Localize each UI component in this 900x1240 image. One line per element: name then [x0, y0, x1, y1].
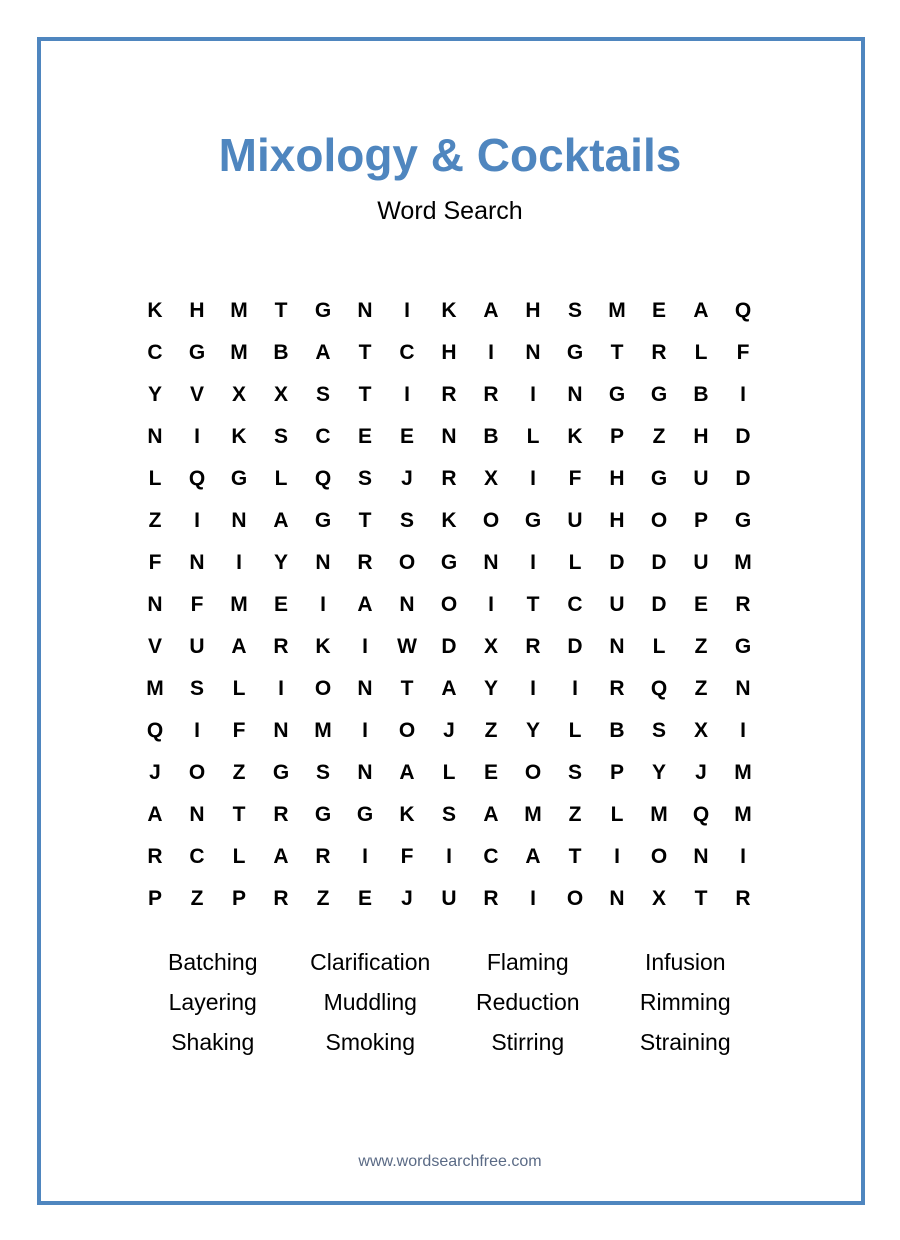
grid-letter[interactable]: R	[483, 383, 499, 406]
grid-letter[interactable]: P	[609, 425, 624, 448]
grid-letter[interactable]: Z	[568, 803, 582, 826]
grid-letter[interactable]: L	[148, 467, 162, 490]
grid-letter[interactable]: I	[530, 467, 536, 490]
grid-letter[interactable]: I	[530, 383, 536, 406]
grid-letter[interactable]: G	[356, 803, 374, 826]
grid-letter[interactable]: L	[274, 467, 288, 490]
word-list-item: Smoking	[325, 1028, 415, 1055]
grid-letter[interactable]: U	[693, 467, 709, 490]
grid-letter[interactable]: Y	[525, 719, 540, 742]
grid-letter[interactable]: L	[232, 677, 246, 700]
grid-letter[interactable]: N	[483, 551, 499, 574]
grid-letter[interactable]: I	[740, 383, 746, 406]
grid-letter[interactable]: E	[399, 425, 414, 448]
grid-letter[interactable]: K	[441, 509, 457, 532]
grid-letter[interactable]: N	[147, 425, 163, 448]
grid-letter[interactable]: T	[232, 803, 246, 826]
grid-letter[interactable]: J	[149, 761, 161, 784]
grid-letter[interactable]: D	[651, 551, 667, 574]
grid-letter[interactable]: I	[194, 719, 200, 742]
grid-letter[interactable]: M	[524, 803, 542, 826]
grid-letter[interactable]: Q	[146, 719, 164, 742]
grid-letter[interactable]: I	[194, 425, 200, 448]
grid-letter[interactable]: L	[526, 425, 540, 448]
grid-letter[interactable]: M	[230, 341, 248, 364]
grid-letter[interactable]: N	[189, 551, 205, 574]
word-list-item: Flaming	[486, 948, 569, 975]
grid-letter[interactable]: L	[568, 719, 582, 742]
grid-letter[interactable]: T	[526, 593, 540, 616]
grid-letter[interactable]: U	[609, 593, 625, 616]
grid-letter[interactable]: K	[399, 803, 415, 826]
word-list-item: Rimming	[639, 988, 731, 1015]
word-list-item: Layering	[168, 988, 257, 1015]
grid-letter[interactable]: Z	[190, 887, 204, 910]
grid-letter[interactable]: U	[441, 887, 457, 910]
grid-letter[interactable]: N	[315, 551, 331, 574]
grid-letter[interactable]: T	[610, 341, 624, 364]
grid-letter[interactable]: L	[652, 635, 666, 658]
grid-letter[interactable]: F	[736, 341, 750, 364]
grid-letter[interactable]: F	[568, 467, 582, 490]
grid-letter[interactable]: N	[399, 593, 415, 616]
grid-letter[interactable]: Z	[694, 677, 708, 700]
grid-letter[interactable]: M	[734, 551, 752, 574]
grid-letter[interactable]: I	[446, 845, 452, 868]
grid-letter[interactable]: M	[608, 299, 626, 322]
grid-letter[interactable]: Q	[314, 467, 332, 490]
grid-letter[interactable]: C	[567, 593, 583, 616]
grid-letter[interactable]: Y	[273, 551, 288, 574]
grid-letter[interactable]: Z	[652, 425, 666, 448]
grid-letter[interactable]: D	[609, 551, 625, 574]
grid-letter[interactable]: L	[694, 341, 708, 364]
grid-letter[interactable]: I	[236, 551, 242, 574]
grid-letter[interactable]: O	[650, 845, 668, 868]
grid-letter[interactable]: N	[609, 635, 625, 658]
grid-letter[interactable]: K	[315, 635, 331, 658]
grid-letter[interactable]: H	[609, 467, 625, 490]
grid-letter[interactable]: R	[147, 845, 163, 868]
grid-letter[interactable]: V	[189, 383, 204, 406]
grid-letter[interactable]: I	[320, 593, 326, 616]
grid-letter[interactable]: S	[441, 803, 456, 826]
grid-letter[interactable]: Z	[694, 635, 708, 658]
word-list-item: Straining	[639, 1028, 731, 1055]
grid-letter[interactable]: U	[567, 509, 583, 532]
grid-letter[interactable]: A	[441, 677, 457, 700]
grid-letter[interactable]: F	[190, 593, 204, 616]
grid-letter[interactable]: A	[231, 635, 247, 658]
grid-letter[interactable]: D	[651, 593, 667, 616]
grid-letter[interactable]: S	[315, 761, 330, 784]
grid-letter[interactable]: A	[399, 761, 415, 784]
grid-letter[interactable]: L	[232, 845, 246, 868]
grid-letter[interactable]: R	[483, 887, 499, 910]
grid-letter[interactable]: G	[314, 299, 332, 322]
grid-letter[interactable]: X	[693, 719, 708, 742]
grid-letter[interactable]: X	[231, 383, 246, 406]
grid-letter[interactable]: H	[609, 509, 625, 532]
grid-letter[interactable]: A	[315, 341, 331, 364]
grid-letter[interactable]: M	[650, 803, 668, 826]
grid-letter[interactable]: G	[314, 509, 332, 532]
grid-letter[interactable]: J	[401, 887, 413, 910]
grid-letter[interactable]: G	[734, 509, 752, 532]
grid-letter[interactable]: S	[357, 467, 372, 490]
grid-letter[interactable]: G	[734, 635, 752, 658]
grid-letter[interactable]: I	[572, 677, 578, 700]
grid-letter[interactable]: I	[614, 845, 620, 868]
grid-letter[interactable]: Z	[316, 887, 330, 910]
grid-letter[interactable]: J	[443, 719, 455, 742]
grid-letter[interactable]: J	[695, 761, 707, 784]
grid-letter[interactable]: I	[488, 341, 494, 364]
grid-letter[interactable]: B	[609, 719, 625, 742]
grid-letter[interactable]: B	[693, 383, 709, 406]
grid-letter[interactable]: I	[362, 635, 368, 658]
grid-letter[interactable]: T	[400, 677, 414, 700]
grid-letter[interactable]: I	[740, 845, 746, 868]
grid-letter[interactable]: T	[568, 845, 582, 868]
grid-letter[interactable]: G	[650, 383, 668, 406]
page-subtitle: Word Search	[377, 197, 523, 225]
grid-letter[interactable]: U	[693, 551, 709, 574]
grid-letter[interactable]: L	[610, 803, 624, 826]
grid-letter[interactable]: D	[441, 635, 457, 658]
grid-letter[interactable]: R	[651, 341, 667, 364]
word-list-item: Reduction	[475, 988, 580, 1015]
grid-letter[interactable]: A	[483, 299, 499, 322]
grid-letter[interactable]: Z	[148, 509, 162, 532]
word-list-item: Shaking	[171, 1028, 255, 1055]
grid-letter[interactable]: A	[483, 803, 499, 826]
grid-letter[interactable]: W	[397, 635, 417, 658]
grid-letter[interactable]: E	[483, 761, 498, 784]
grid-letter[interactable]: R	[735, 887, 751, 910]
word-list-item: Batching	[167, 948, 258, 975]
grid-letter[interactable]: I	[404, 299, 410, 322]
grid-letter[interactable]: O	[524, 761, 542, 784]
grid-letter[interactable]: B	[273, 341, 289, 364]
grid-letter[interactable]: S	[273, 425, 288, 448]
grid-letter[interactable]: E	[357, 425, 372, 448]
grid-letter[interactable]: P	[693, 509, 708, 532]
grid-letter[interactable]: C	[189, 845, 205, 868]
grid-letter[interactable]: X	[483, 635, 498, 658]
grid-letter[interactable]: N	[441, 425, 457, 448]
grid-letter[interactable]: Y	[147, 383, 162, 406]
grid-letter[interactable]: N	[189, 803, 205, 826]
grid-letter[interactable]: S	[399, 509, 414, 532]
grid-letter[interactable]: G	[230, 467, 248, 490]
grid-letter[interactable]: R	[273, 635, 289, 658]
grid-letter[interactable]: S	[315, 383, 330, 406]
grid-letter[interactable]: I	[530, 887, 536, 910]
grid-letter[interactable]: L	[442, 761, 456, 784]
grid-letter[interactable]: R	[441, 467, 457, 490]
grid-letter[interactable]: M	[734, 761, 752, 784]
grid-letter[interactable]: B	[483, 425, 499, 448]
grid-letter[interactable]: T	[694, 887, 708, 910]
grid-letter[interactable]: N	[357, 761, 373, 784]
grid-letter[interactable]: C	[147, 341, 163, 364]
grid-letter[interactable]: A	[357, 593, 373, 616]
letter-grid	[134, 290, 764, 920]
grid-letter[interactable]: U	[189, 635, 205, 658]
grid-letter[interactable]: M	[230, 593, 248, 616]
grid-letter[interactable]: N	[567, 383, 583, 406]
grid-letter[interactable]: I	[362, 719, 368, 742]
grid-letter[interactable]: N	[273, 719, 289, 742]
grid-letter[interactable]: K	[567, 425, 583, 448]
grid-letter[interactable]: R	[273, 803, 289, 826]
grid-letter[interactable]: I	[194, 509, 200, 532]
grid-letter[interactable]: X	[273, 383, 288, 406]
grid-letter[interactable]: N	[525, 341, 541, 364]
grid-letter[interactable]: E	[693, 593, 708, 616]
grid-letter[interactable]: X	[651, 887, 666, 910]
grid-letter[interactable]: H	[189, 299, 205, 322]
grid-letter[interactable]: M	[314, 719, 332, 742]
grid-letter[interactable]: F	[232, 719, 246, 742]
grid-letter[interactable]: R	[357, 551, 373, 574]
grid-letter[interactable]: N	[357, 299, 373, 322]
grid-letter[interactable]: N	[147, 593, 163, 616]
grid-letter[interactable]: N	[357, 677, 373, 700]
grid-letter[interactable]: O	[482, 509, 500, 532]
grid-letter[interactable]: E	[357, 887, 372, 910]
grid-letter[interactable]: P	[609, 761, 624, 784]
grid-letter[interactable]: N	[693, 845, 709, 868]
grid-letter[interactable]: G	[272, 761, 290, 784]
grid-letter[interactable]: H	[525, 299, 541, 322]
grid-letter[interactable]: T	[358, 383, 372, 406]
grid-letter[interactable]: G	[524, 509, 542, 532]
footer-url[interactable]: www.wordsearchfree.com	[358, 1153, 542, 1170]
grid-letter[interactable]: R	[525, 635, 541, 658]
grid-letter[interactable]: M	[230, 299, 248, 322]
word-list	[134, 942, 764, 1062]
grid-letter[interactable]: E	[273, 593, 288, 616]
grid-letter[interactable]: Q	[692, 803, 710, 826]
grid-letter[interactable]: Q	[650, 677, 668, 700]
grid-letter[interactable]: S	[189, 677, 204, 700]
grid-letter[interactable]: C	[483, 845, 499, 868]
grid-letter[interactable]: D	[735, 425, 751, 448]
grid-letter[interactable]: Y	[483, 677, 498, 700]
grid-letter[interactable]: A	[273, 509, 289, 532]
grid-letter[interactable]: I	[488, 593, 494, 616]
grid-letter[interactable]: F	[400, 845, 414, 868]
grid-letter[interactable]: Q	[734, 299, 752, 322]
grid-letter[interactable]: G	[188, 341, 206, 364]
grid-letter[interactable]: A	[273, 845, 289, 868]
grid-letter[interactable]: M	[734, 803, 752, 826]
grid-letter[interactable]: N	[231, 509, 247, 532]
grid-letter[interactable]: Y	[651, 761, 666, 784]
grid-letter[interactable]: R	[735, 593, 751, 616]
grid-letter[interactable]: K	[231, 425, 247, 448]
grid-letter[interactable]: I	[530, 677, 536, 700]
grid-letter[interactable]: R	[609, 677, 625, 700]
grid-letter[interactable]: O	[188, 761, 206, 784]
grid-letter[interactable]: O	[566, 887, 584, 910]
grid-letter[interactable]: P	[231, 887, 246, 910]
grid-letter[interactable]: C	[399, 341, 415, 364]
grid-letter[interactable]: V	[147, 635, 162, 658]
grid-letter[interactable]: O	[398, 551, 416, 574]
grid-letter[interactable]: K	[147, 299, 163, 322]
grid-letter[interactable]: N	[735, 677, 751, 700]
grid-letter[interactable]: G	[566, 341, 584, 364]
grid-letter[interactable]: F	[148, 551, 162, 574]
grid-letter[interactable]: D	[735, 467, 751, 490]
grid-letter[interactable]: X	[483, 467, 498, 490]
grid-letter[interactable]: H	[441, 341, 457, 364]
grid-letter[interactable]: R	[441, 383, 457, 406]
grid-letter[interactable]: T	[274, 299, 288, 322]
grid-letter[interactable]: K	[441, 299, 457, 322]
grid-letter[interactable]: E	[651, 299, 666, 322]
grid-letter[interactable]: R	[315, 845, 331, 868]
grid-letter[interactable]: R	[273, 887, 289, 910]
word-list-item: Stirring	[491, 1028, 565, 1055]
grid-letter[interactable]: O	[650, 509, 668, 532]
grid-letter[interactable]: O	[398, 719, 416, 742]
grid-letter[interactable]: I	[278, 677, 284, 700]
word-list-item: Infusion	[644, 948, 726, 975]
grid-letter[interactable]: G	[314, 803, 332, 826]
grid-letter[interactable]: T	[358, 341, 372, 364]
word-list-item: Clarification	[310, 948, 431, 975]
page-title: Mixology & Cocktails	[218, 129, 682, 181]
grid-letter[interactable]: O	[314, 677, 332, 700]
grid-letter[interactable]: S	[651, 719, 666, 742]
grid-letter[interactable]: D	[567, 635, 583, 658]
grid-letter[interactable]: A	[147, 803, 163, 826]
grid-letter[interactable]: P	[147, 887, 162, 910]
grid-letter[interactable]: A	[525, 845, 541, 868]
grid-letter[interactable]: A	[693, 299, 709, 322]
grid-letter[interactable]: I	[404, 383, 410, 406]
grid-letter[interactable]: Z	[232, 761, 246, 784]
grid-letter[interactable]: I	[362, 845, 368, 868]
grid-letter[interactable]: G	[650, 467, 668, 490]
grid-letter[interactable]: Z	[484, 719, 498, 742]
word-list-item: Muddling	[323, 988, 417, 1015]
grid-letter[interactable]: I	[740, 719, 746, 742]
grid-letter[interactable]: H	[693, 425, 709, 448]
grid-letter[interactable]: I	[530, 551, 536, 574]
grid-letter[interactable]: T	[358, 509, 372, 532]
grid-letter[interactable]: S	[567, 761, 582, 784]
grid-letter[interactable]: M	[146, 677, 164, 700]
grid-letter[interactable]: J	[401, 467, 413, 490]
grid-letter[interactable]: N	[609, 887, 625, 910]
grid-letter[interactable]: Q	[188, 467, 206, 490]
grid-letter[interactable]: L	[568, 551, 582, 574]
grid-letter[interactable]: S	[567, 299, 582, 322]
grid-letter[interactable]: G	[440, 551, 458, 574]
grid-letter[interactable]: C	[315, 425, 331, 448]
grid-letter[interactable]: G	[608, 383, 626, 406]
grid-letter[interactable]: O	[440, 593, 458, 616]
